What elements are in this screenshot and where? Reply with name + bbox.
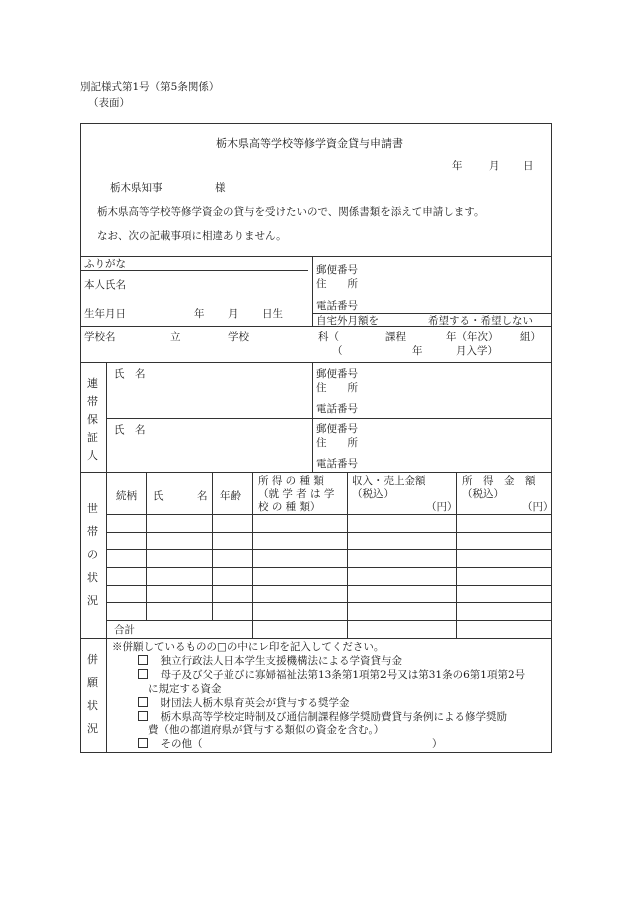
col-earned-1: 所 得 金 額: [462, 475, 536, 487]
entry-month-label: 月入学）: [456, 345, 498, 357]
birth-year-label: 年: [194, 308, 205, 320]
concurrent-item-jasso: 独立行政法人日本学生支援機構法による学資貸与金: [138, 655, 402, 667]
course-label: 課程: [385, 331, 406, 343]
divider: [347, 472, 348, 638]
guarantor-section-label: 連 帯 保 証 人: [87, 377, 98, 462]
divider: [106, 567, 552, 568]
checkbox[interactable]: [138, 669, 148, 679]
grade-label: 年（年次）: [446, 331, 499, 343]
concurrent-section-label: 併 願 状 況: [87, 653, 98, 735]
col-age: 年齢: [220, 490, 241, 502]
divider: [106, 549, 552, 550]
divider: [106, 514, 552, 515]
divider: [106, 602, 552, 603]
date-day-label: 日: [523, 160, 534, 172]
col-earned-2: （税込）: [462, 488, 504, 500]
divider: [106, 472, 107, 638]
divider: [312, 256, 313, 326]
concurrent-item-other: その他（: [138, 738, 203, 750]
concurrent-item-shorei: 栃木県高等学校定時制及び通信制課程修学奨励費貸与条例による修学奨励: [138, 711, 507, 723]
phone-label: 電話番号: [316, 300, 358, 312]
col-revenue-unit: （円）: [426, 501, 458, 513]
checkbox[interactable]: [138, 697, 148, 707]
guarantor2-name-label: 氏 名: [114, 424, 146, 436]
col-name-1: 氏: [153, 490, 164, 502]
divider: [80, 256, 552, 257]
concurrent-other-close: ）: [432, 738, 443, 750]
concurrent-note: ※併願しているものの□の中にレ印を記入してください。: [112, 641, 385, 653]
divider: [106, 362, 107, 472]
applicant-name-label: 本人氏名: [84, 279, 126, 291]
divider: [146, 472, 147, 620]
household-section-label: 世 帯 の 状 況: [87, 502, 98, 607]
guarantor1-address-label: 住 所: [316, 382, 358, 394]
date-month-label: 月: [489, 160, 500, 172]
address-label: 住 所: [316, 278, 358, 290]
divider: [106, 638, 107, 753]
guarantor1-phone-label: 電話番号: [316, 403, 358, 415]
divider: [212, 472, 213, 620]
school-ritsu-label: 立: [170, 331, 181, 343]
addressee: 栃木県知事: [110, 182, 163, 194]
divider: [106, 532, 552, 533]
divider: [80, 472, 552, 473]
divider: [106, 418, 552, 419]
divider: [106, 620, 552, 621]
divider: [252, 472, 253, 638]
form-title: 栃木県高等学校等修学資金貸与申請書: [216, 137, 403, 150]
date-year-label: 年: [452, 160, 463, 172]
divider: [312, 313, 552, 314]
form-side: （表面）: [88, 97, 130, 109]
birth-day-label: 日生: [262, 308, 283, 320]
guarantor1-postal-label: 郵便番号: [316, 368, 358, 380]
col-relation: 続柄: [116, 490, 137, 502]
concurrent-item-shorei-cont: 費（他の都道府県が貸与する類似の資金を含む。）: [148, 724, 385, 736]
col-earned-unit: （円）: [522, 501, 554, 513]
declaration-line-1: 栃木県高等学校等修学資金の貸与を受けたいので、関係書類を添えて申請します。: [97, 206, 485, 218]
form-number: 別記様式第1号（第5条関係）: [80, 81, 220, 93]
honorific: 様: [215, 182, 226, 194]
divider: [80, 362, 552, 363]
checkbox[interactable]: [138, 655, 148, 665]
col-revenue-2: （税込）: [352, 488, 394, 500]
entry-paren: （: [332, 345, 343, 357]
commute-allowance-label: 自宅外月額を: [316, 315, 379, 327]
concurrent-item-ikueikai: 財団法人栃木県育英会が貸与する奨学金: [138, 697, 350, 709]
divider: [456, 472, 457, 638]
concurrent-item-welfare: 母子及び父子並びに寡婦福祉法第13条第1項第2号又は第31条の6第1項第2号: [138, 669, 525, 681]
col-income-type-1: 所 得 の 種 類: [258, 475, 324, 487]
school-gakko-label: 学校: [228, 331, 249, 343]
guarantor2-address-label: 住 所: [316, 437, 358, 449]
department-label: 科（: [318, 331, 339, 343]
concurrent-item-welfare-cont: に規定する資金: [148, 683, 222, 695]
guarantor2-postal-label: 郵便番号: [316, 423, 358, 435]
col-income-type-2: （就 学 者 は 学: [258, 488, 335, 500]
class-label: 組）: [520, 331, 541, 343]
postal-code-label: 郵便番号: [316, 264, 358, 276]
col-revenue-1: 収入・売上金額: [352, 475, 426, 487]
col-income-type-3: 校 の 種 類）: [258, 501, 321, 513]
birth-month-label: 月: [228, 308, 239, 320]
divider: [106, 585, 552, 586]
guarantor1-name-label: 氏 名: [114, 368, 146, 380]
birth-date-label: 生年月日: [84, 308, 126, 320]
divider: [80, 270, 308, 271]
household-total-label: 合計: [114, 624, 135, 636]
divider: [80, 638, 552, 639]
col-name-2: 名: [197, 490, 208, 502]
school-name-label: 学校名: [84, 331, 116, 343]
checkbox[interactable]: [138, 738, 148, 748]
declaration-line-2: なお、次の記載事項に相違ありません。: [97, 230, 287, 242]
furigana-label: ふりがな: [84, 258, 126, 270]
entry-year-label: 年: [412, 345, 423, 357]
guarantor2-phone-label: 電話番号: [316, 458, 358, 470]
divider: [312, 362, 313, 472]
checkbox[interactable]: [138, 711, 148, 721]
commute-allowance-choice: 希望する・希望しない: [428, 315, 533, 327]
